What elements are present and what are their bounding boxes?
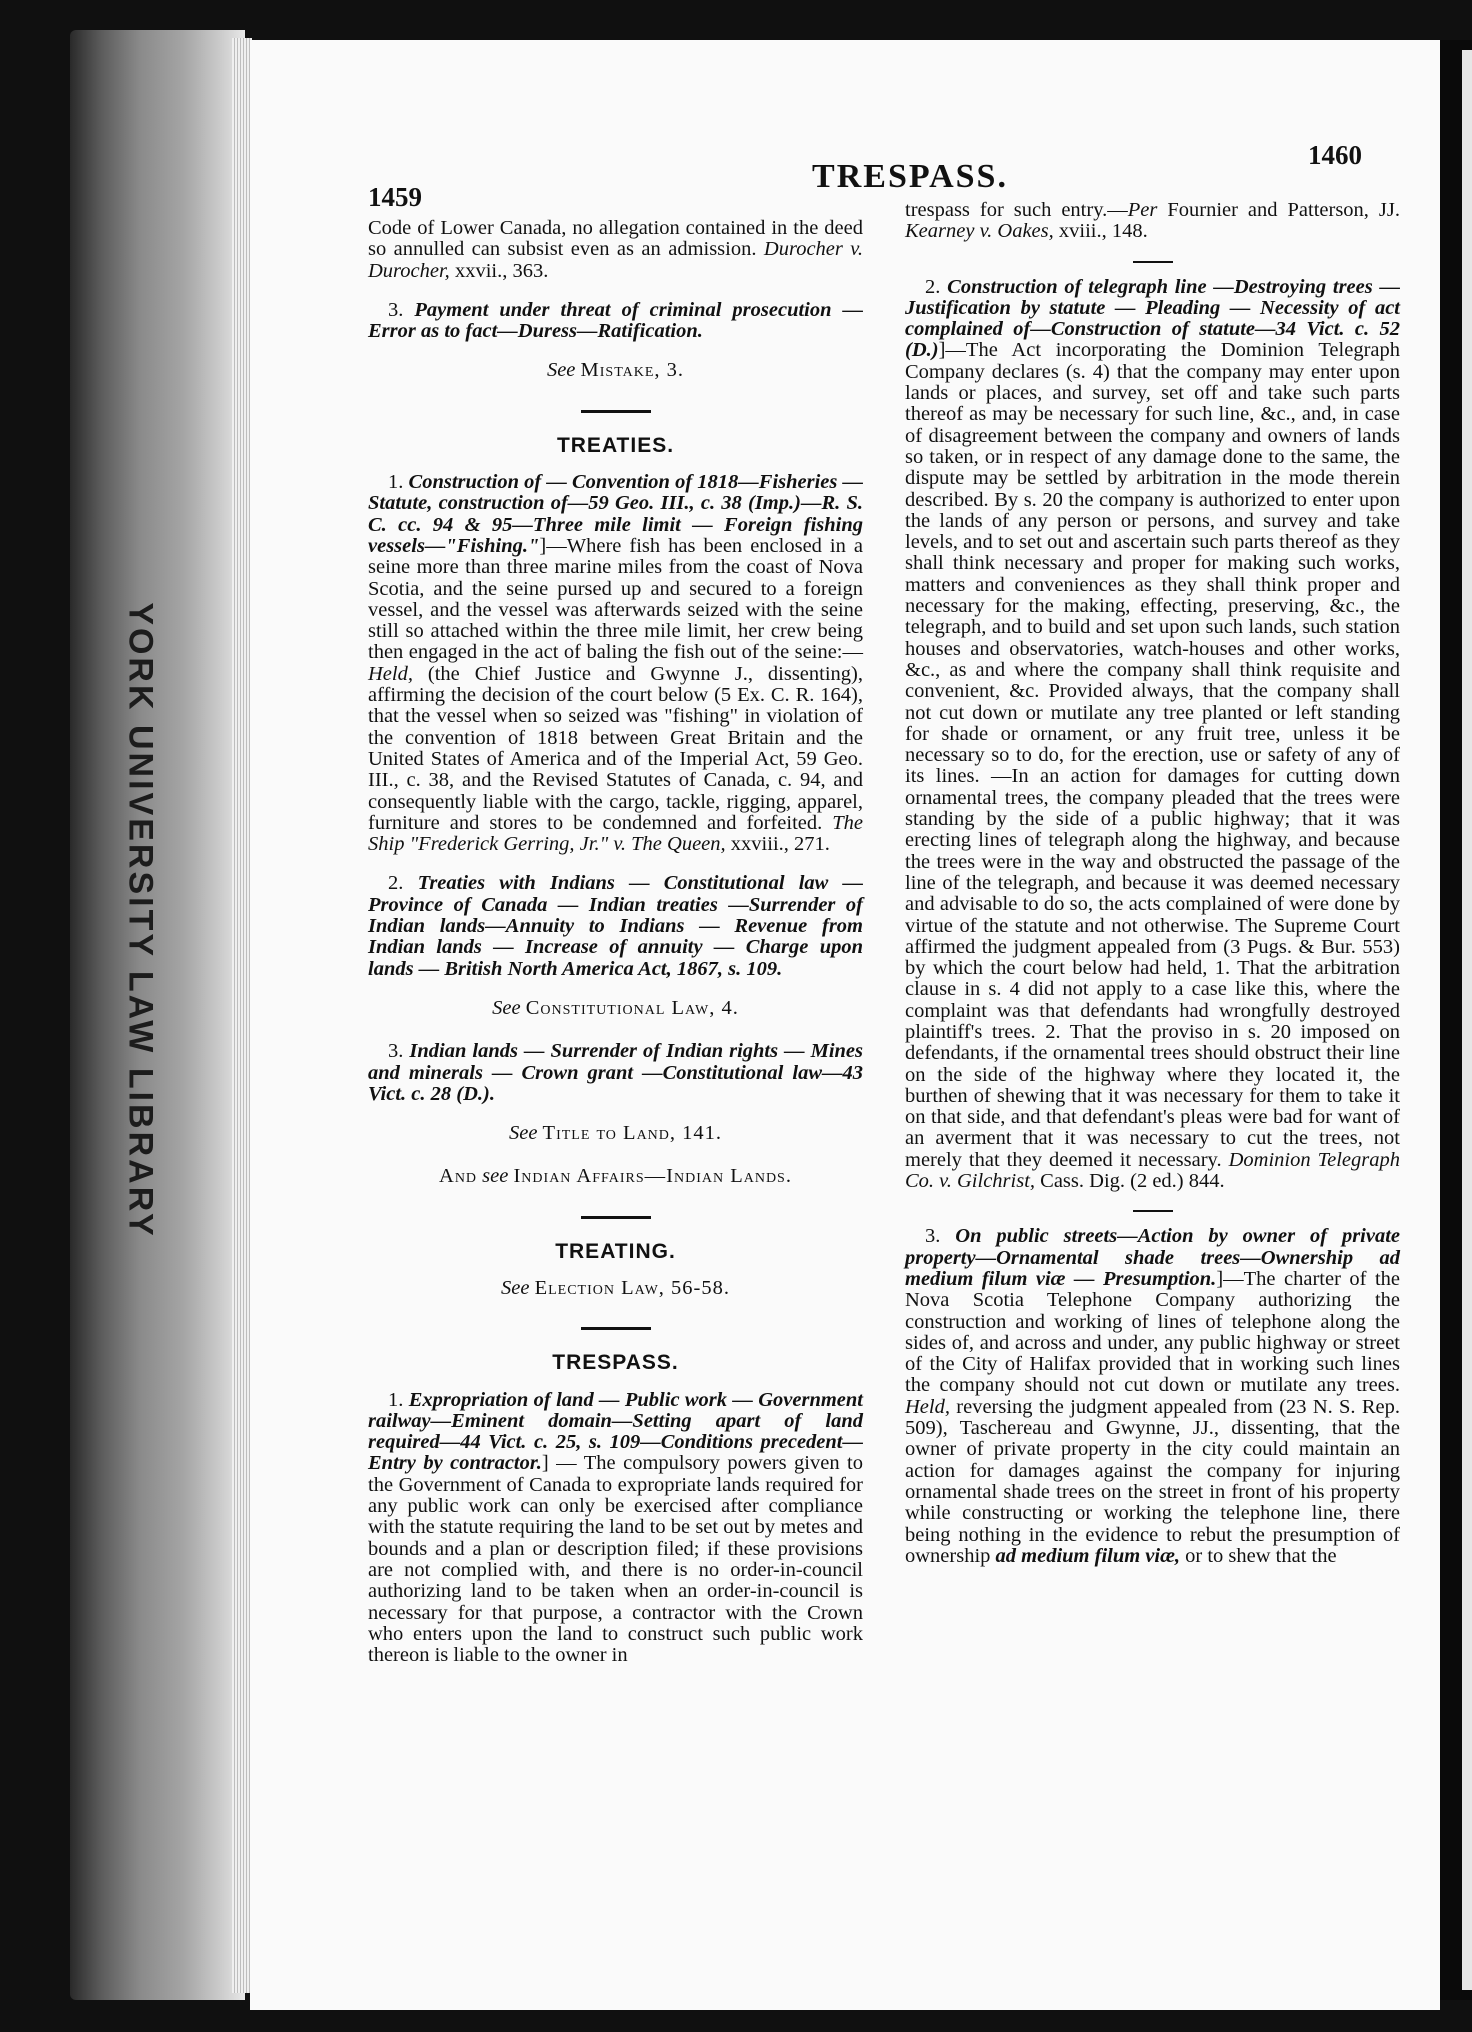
case-name: Kearney v. Oakes, <box>905 220 1054 243</box>
cross-reference: See Mistake, 3. <box>546 359 685 382</box>
entry-convention-1818: 1. Construction of — Convention of 1818—Fisheries — Statute, construction of—59 Geo. III., c. 38 (Imp.)—R. S. C. cc. 94 & 95—Three mile limit — Foreign fishing vessels—"Fishing."]—Where fish has been enclosed in a seine more than three marine miles from the coast of Nova Scotia, and the seine pursed up and secured to a foreign vessel, and the vessel was afterwards seized with the seine still so attached within the three mile limit, her crew being then engaged in the act of baling the fish out of the seine:—Held, (the Chief Justice and Gwynne J., dissenting), affirming the decision of the court below (5 Ex. C. R. 164), that the vessel when so seized was "fishing" in violation of the convention of 1818 between Great Britain and the United States of America and of the Imperial Act, 59 Geo. III., c. 38, and the Revised Statutes of Canada, c. 94, and consequently liable with the cargo, tackle, rigging, apparel, furniture and stores to be condemned and forfeited. The Ship "Frederick Gerring, Jr." v. The Queen, xxviii., 271. <box>368 471 864 856</box>
section-divider <box>581 1327 651 1330</box>
entry-divider <box>1133 261 1173 263</box>
page-number-right: 1460 <box>1308 140 1362 170</box>
entry-telegraph-line: 2. Construction of telegraph line —Destroying trees — Justification by statute — Pleading — Necessity of act complained of—Construction of statute—34 Vict. c. 52 (D.)]—The Act incorporating the Dominion Telegraph Company declares (s. 4) that the company may enter upon lands or places, and survey, set off and take such parts thereof as may be necessary for such line, &c., and, in case of disagreement between the company and owners of lands so taken, or in respect of any damage done to the same, the dispute may be settled by arbitration in the mode therein described. By s. 20 the company is authorized to enter upon the lands of any person or persons, and survey and take levels, and to set out and ascertain such parts thereof as they shall think necessary and proper for making such works, matters and conveniences as they shall think proper and necessary for the making, effecting, preserving, &c., the telegraph, and to build and set upon such lands, such station houses and observatories, watch-houses and other works, &c., as and where the company shall think requisite and convenient, &c. Provided always, that the company shall not cut down or mutilate any tree planted or left standing for shade or ornament, or any fruit tree, unless it be necessary so to do, for the erection, use or safety of any of its lines. —In an action for damages for cutting down ornamental trees, the company pleaded that the trees were standing by the side of a public highway; that it was erecting lines of telegraph along the highway, and because the trees were in the way and obstructed the passage of the line of the telegraph, and because it was deemed necessary and advisable to do so, the acts complained of were done by virtue of the statute and not otherwise. The Supreme Court affirmed the judgment appealed from (3 Pugs. & Bur. 553) by which the court below had held, 1. That the arbitration clause in s. 4 did not apply to a case like this, where the complaint was that defendants had wrongfully destroyed plaintiff's trees. 2. That the proviso in s. 20 imposed on defendants, if the ornamental trees should obstruct their line on the side of the highway where they located it, the burthen of shewing that it was necessary for them to take it on that side, and that defendant's pleas were bad for want of an averment that it was necessary to cut the trees, not merely that they deemed it necessary. Dominion Telegraph Co. v. Gilchrist, Cass. Dig. (2 ed.) 844. <box>905 275 1401 1193</box>
case-name: The Ship "Frederick Gerring, Jr." v. The Queen, <box>368 811 864 856</box>
page-stack <box>232 38 252 1993</box>
entry-headnote: Construction of — Convention of 1818—Fisheries — Statute, construction of—59 Geo. III., c. 38 (Imp.)—R. S. C. cc. 94 & 95—Three mile limit — Foreign fishing vessels—"Fishing." <box>368 471 864 557</box>
book-page <box>250 40 1440 2010</box>
cross-reference: See Constitutional Law, 4. <box>492 996 739 1019</box>
case-name: Durocher v. Durocher, <box>368 238 864 282</box>
page-number-left: 1459 <box>368 182 422 212</box>
continued-paragraph: trespass for such entry.—Per Fournier and Patterson, JJ. Kearney v. Oakes, xviii., 148. <box>905 199 1400 243</box>
case-name: Dominion Telegraph Co. v. Gilchrist, <box>905 1148 1401 1193</box>
section-divider <box>581 1216 651 1219</box>
intro-paragraph: Code of Lower Canada, no allegation contained in the deed so annulled can subsist even as an admission. Durocher v. Durocher, xxvii., 363. <box>368 217 864 282</box>
adjacent-page-edge <box>1462 50 1472 1990</box>
entry-headnote: Construction of telegraph line —Destroying trees — Justification by statute — Pleading — Necessity of act complained of—Construction of statute—34 Vict. c. 52 (D.) <box>905 275 1400 362</box>
cross-reference: See Election Law, 56-58. <box>500 1276 731 1299</box>
spine-label <box>100 601 180 1239</box>
section-heading-treaties: TREATIES. <box>556 433 675 457</box>
section-heading-treating: TREATING. <box>555 1239 676 1263</box>
and-see-reference: And see Indian Affairs—Indian Lands. <box>439 1165 792 1188</box>
running-title: TRESPASS. <box>812 158 1008 195</box>
left-column <box>368 218 863 1684</box>
entry-expropriation: 1. Expropriation of land — Public work — Government railway—Eminent domain—Setting apart of land required—44 Vict. c. 25, s. 109—Conditions precedent—Entry by contractor.] — The compulsory powers given to the Government of Canada to expropriate lands required for any public work can only be exercised after compliance with the statute requiring the land to be set out by metes and bounds and a plan or description filed; if these provisions are not complied with, and there is no order-in-council authorizing land to be taken when an order-in-council is necessary for that purpose, a contractor with the Crown who enters upon the land to construct such public work thereon is liable to the owner in <box>368 1388 863 1667</box>
entry-treaties-with-indians: 2. Treaties with Indians — Constitutional law — Province of Canada — Indian treaties —Surrender of Indian lands—Annuity to Indians — Revenue from Indian lands — Increase of annuity — Charge upon lands — British North America Act, 1867, s. 109. <box>368 872 864 980</box>
entry-public-streets: 3. On public streets—Action by owner of private property—Ornamental shade trees—Ownership ad medium filum viæ — Presumption.]—The charter of the Nova Scotia Telephone Company authorizing the construction and working of lines of telephone along the sides of, and across and under, any public highway or street of the City of Halifax provided that in working such lines the company should not cut down or mutilate any trees. Held, reversing the judgment appealed from (23 N. S. Rep. 509), Taschereau and Gwynne, JJ., dissenting, that the owner of private property in the city could maintain an action for damages against the company for injuring ornamental shade trees on the street in front of his property while constructing or working the telephone line, there being nothing in the evidence to rebut the presumption of ownership ad medium filum viæ, or to shew that the <box>905 1225 1401 1567</box>
spine-label-text: YORK UNIVERSITY LAW LIBRARY <box>121 601 160 1239</box>
cross-reference: See Title to Land, 141. <box>508 1122 723 1145</box>
entry-headnote: On public streets—Action by owner of private property—Ornamental shade trees—Ownership ad medium filum viæ — Presumption. <box>905 1225 1401 1290</box>
entry-indian-lands: 3. Indian lands — Surrender of Indian rights — Mines and minerals — Crown grant —Constitutional law—43 Vict. c. 28 (D.). <box>368 1040 864 1105</box>
section-heading-trespass: TRESPASS. <box>552 1351 679 1375</box>
entry-headnote: Expropriation of land — Public work — Government railway—Eminent domain—Setting apart of land required—44 Vict. c. 25, s. 109—Conditions precedent—Entry by contractor. <box>368 1388 863 1475</box>
entry-headnote: Treaties with Indians — Constitutional law — Province of Canada — Indian treaties —Surrender of Indian lands—Annuity to Indians — Revenue from Indian lands — Increase of annuity — Charge upon lands — British North America Act, 1867, s. 109. <box>368 872 864 980</box>
entry-headnote: Indian lands — Surrender of Indian rights — Mines and minerals — Crown grant —Constitutional law—43 Vict. c. 28 (D.). <box>368 1040 864 1105</box>
entry-divider <box>1133 1210 1173 1212</box>
entry-payment-threat: 3. Payment under threat of criminal prosecution — Error as to fact—Duress—Ratification. <box>368 298 864 343</box>
right-column <box>905 200 1400 1585</box>
section-divider <box>581 410 651 413</box>
entry-headnote: Payment under threat of criminal prosecution — Error as to fact—Duress—Ratification. <box>368 298 864 343</box>
